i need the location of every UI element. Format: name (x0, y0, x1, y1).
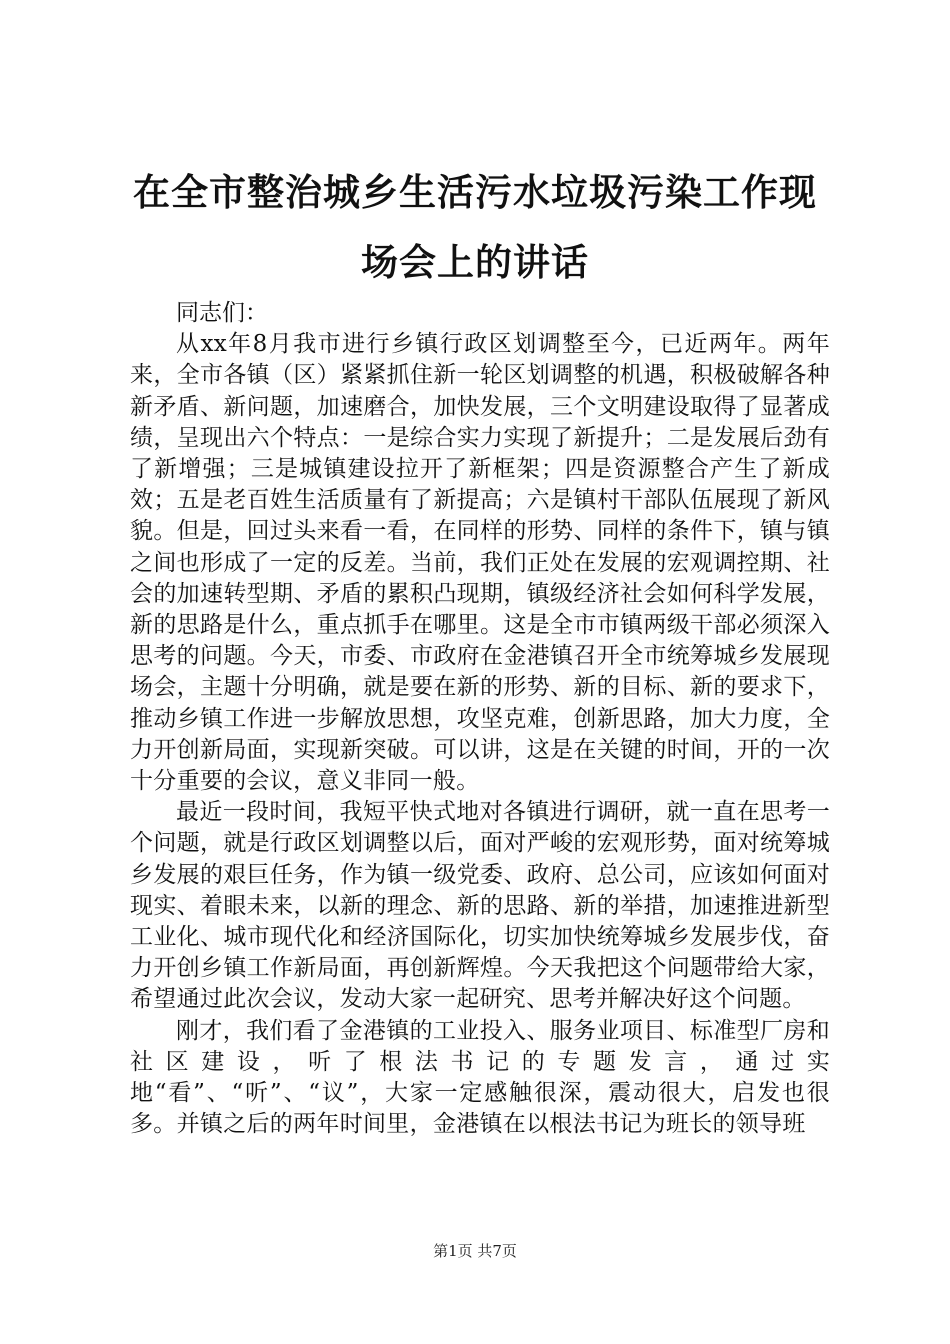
document-body (130, 298, 830, 1140)
salutation: 同志们： (176, 300, 268, 326)
document-title: 在全市整治城乡生活污水垃圾污染工作现场会上的讲话 (133, 171, 817, 284)
paragraph-1: 从xx年8月我市进行乡镇行政区划调整至今，已近两年。两年来，全市各镇（区）紧紧抓住新一轮区划调整的机遇，积极破解各种新矛盾、新问题，加速磨合，加快发展，三个文明建设取得了显著成绩，呈现出六个特点：一是综合实力实现了新提升；二是发展后劲有了新增强；三是城镇建设拉开了新框架；四是资源整合产生了新成效；五是老百姓生活质量有了新提高；六是镇村干部队伍展现了新风貌。但是，回过头来看一看，在同样的形势、同样的条件下，镇与镇之间也形成了一定的反差。当前，我们正处在发展的宏观调控期、社会的加速转型期、矛盾的累积凸现期，镇级经济社会如何科学发展，新的思路是什么，重点抓手在哪里。这是全市市镇两级干部必须深入思考的问题。今天，市委、市政府在金港镇召开全市统筹城乡发展现场会，主题十分明确，就是要在新的形势、新的目标、新的要求下，推动乡镇工作进一步解放思想，攻坚克难，创新思路，加大力度，全力开创新局面，实现新突破。可以讲，这是在关键的时间，开的一次十分重要的会议，意义非同一般。 (130, 331, 830, 795)
paragraph-3: 刚才，我们看了金港镇的工业投入、服务业项目、标准型厂房和社区建设，听了根法书记的专题发言，通过实地“看”、“听”、“议”，大家一定感触很深，震动很大，启发也很多。并镇之后的两年时间里，金港镇在以根法书记为班长的领导班 (130, 1017, 830, 1138)
paragraph-2: 最近一段时间，我短平快式地对各镇进行调研，就一直在思考一个问题，就是行政区划调整以后，面对严峻的宏观形势，面对统筹城乡发展的艰巨任务，作为镇一级党委、政府、总公司，应该如何面对现实、着眼未来，以新的理念、新的思路、新的举措，加速推进新型工业化、城市现代化和经济国际化，切实加快统筹城乡发展步伐，奋力开创乡镇工作新局面，再创新辉煌。今天我把这个问题带给大家，希望通过此次会议，发动大家一起研究、思考并解决好这个问题。 (130, 799, 830, 1013)
page-indicator: 第1页 共7页 (433, 1242, 517, 1260)
